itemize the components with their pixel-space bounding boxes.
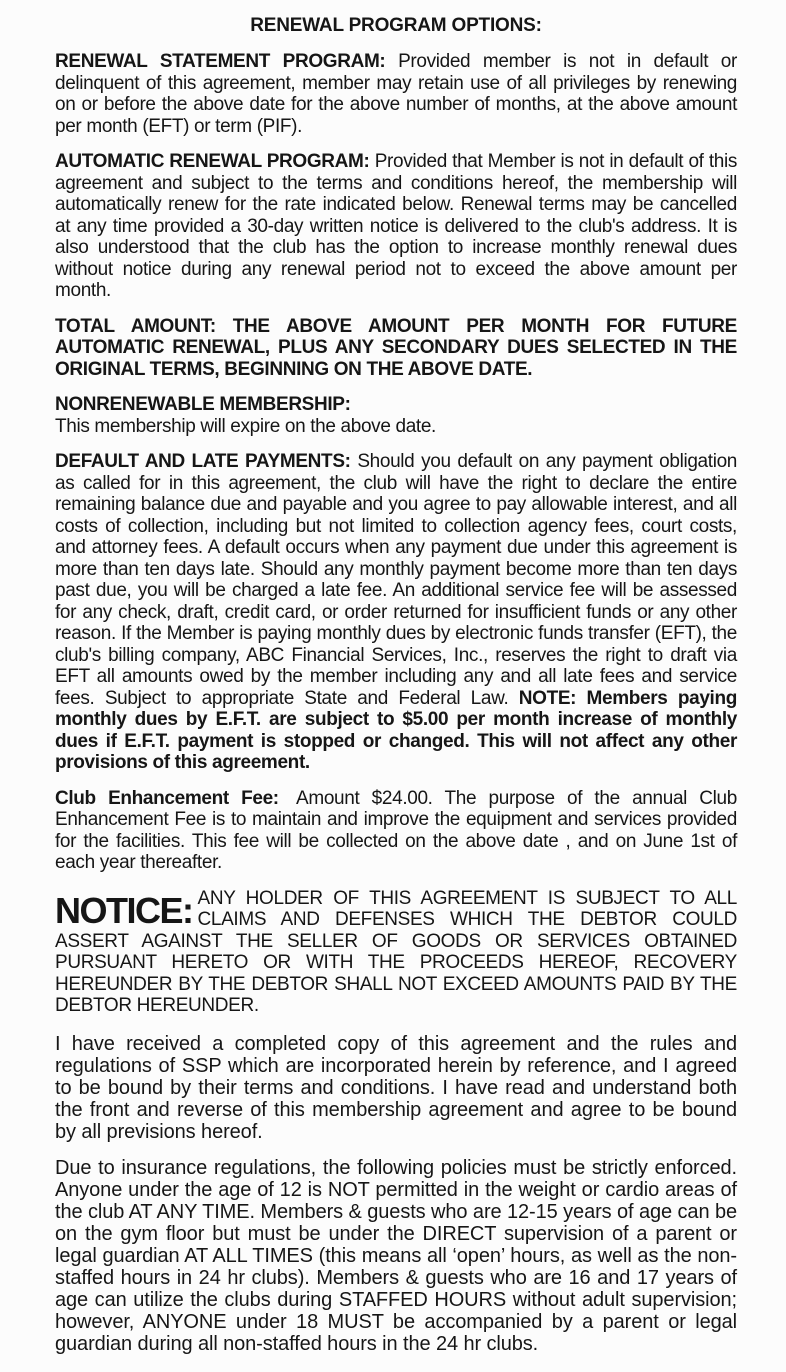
- renewal-statement-paragraph: [55, 51, 737, 137]
- acknowledgment-body: I have received a completed copy of this agreement and the rules and regulations of SSP which are incorporated herein by reference, and I agreed to be bound by their terms and conditions. I have read and understand both the front and reverse of this membership agreement and agree to be bound by all previsions hereof.: [55, 1032, 737, 1143]
- club-enhancement-fee-body: Amount $24.00. The purpose of the annual Club Enhancement Fee is to maintain and improve the equipment and services provided for the facilities. This fee will be collected on the above date , and on June 1st of each year thereafter.: [55, 787, 737, 873]
- notice-label: NOTICE:: [55, 889, 193, 931]
- insurance-policy-paragraph: [55, 1157, 737, 1355]
- notice-body: ANY HOLDER OF THIS AGREEMENT IS SUBJECT TO ALL CLAIMS AND DEFENSES WHICH THE DEBTOR COULD ASSERT AGAINST THE SELLER OF GOODS OR SERVICES OBTAINED PURSUANT HERETO OR WITH THE PROCEEDS HEREOF, RECOVERY HEREUNDER BY THE DEBTOR SHALL NOT EXCEED AMOUNTS PAID BY THE DEBTOR HEREUNDER.: [55, 887, 737, 1016]
- nonrenewable-label: NONRENEWABLE MEMBERSHIP:: [55, 394, 351, 415]
- total-amount-paragraph: [55, 316, 737, 381]
- total-amount-body: TOTAL AMOUNT: THE ABOVE AMOUNT PER MONTH FOR FUTURE AUTOMATIC RENEWAL, PLUS ANY SECONDARY DUES SELECTED IN THE ORIGINAL TERMS, BEGINNING ON THE ABOVE DATE.: [55, 315, 737, 380]
- nonrenewable-section: [55, 394, 737, 437]
- renewal-statement-label: RENEWAL STATEMENT PROGRAM:: [55, 51, 386, 72]
- insurance-policy-body: Due to insurance regulations, the following policies must be strictly enforced. Anyone under the age of 12 is NOT permitted in the weight or cardio areas of the club AT ANY TIME. Members & guests who are 12-15 years of age can be on the gym floor but must be under the DIRECT supervision of a parent or legal guardian AT ALL TIMES (this means all ‘open’ hours, as well as the non-staffed hours in 24 hr clubs). Members & guests who are 16 and 17 years of age can utilize the clubs during STAFFED HOURS without adult supervision; however, ANYONE under 18 MUST be accompanied by a parent or legal guardian during all non-staffed hours in the 24 hr clubs.: [55, 1156, 737, 1355]
- default-late-payments-body: Should you default on any payment obligation as called for in this agreement, the club will have the right to declare the entire remaining balance due and payable and you agree to pay allowable interest, and all costs of collection, including but not limited to collection agency fees, court costs, and attorney fees. A default occurs when any payment due under this agreement is more than ten days late. Should any monthly payment become more than ten days past due, you will be charged a late fee. An additional service fee will be assessed for any check, draft, credit card, or order returned for insufficient funds or any other reason. If the Member is paying monthly dues by electronic funds transfer (EFT), the club's billing company, ABC Financial Services, Inc., reserves the right to draft via EFT all amounts owed by the member including any and all late fees and service fees. Subject to appropriate State and Federal Law.: [55, 451, 738, 709]
- automatic-renewal-label: AUTOMATIC RENEWAL PROGRAM:: [55, 151, 370, 172]
- club-enhancement-fee-label: Club Enhancement Fee:: [55, 787, 279, 809]
- renewal-statement-body: Provided member is not in default or delinquent of this agreement, member may retain use of all privileges by renewing on or before the above date for the above number of months, at the above amount per month (EFT) or term (PIF).: [55, 51, 738, 137]
- nonrenewable-body: This membership will expire on the above date.: [55, 415, 436, 437]
- club-enhancement-fee-paragraph: [55, 788, 737, 874]
- acknowledgment-paragraph: [55, 1033, 737, 1143]
- default-late-payments-note: NOTE: Members paying monthly dues by E.F.T. are subject to $5.00 per month increase of monthly dues if E.F.T. payment is stopped or changed. This will not affect any other provisions of this agreement.: [55, 687, 737, 773]
- default-late-payments-label: DEFAULT AND LATE PAYMENTS:: [55, 451, 351, 472]
- default-late-payments-paragraph: [55, 451, 737, 774]
- page-title: RENEWAL PROGRAM OPTIONS:: [250, 15, 542, 36]
- automatic-renewal-paragraph: [55, 151, 737, 302]
- automatic-renewal-body: Provided that Member is not in default of this agreement and subject to the terms and conditions hereof, the membership will automatically renew for the rate indicated below. Renewal terms may be cancelled at any time provided a 30-day written notice is delivered to the club's address. It is also understood that the club has the option to increase monthly renewal dues without notice during any renewal period not to exceed the above amount per month.: [55, 151, 737, 301]
- notice-section: [55, 888, 737, 1017]
